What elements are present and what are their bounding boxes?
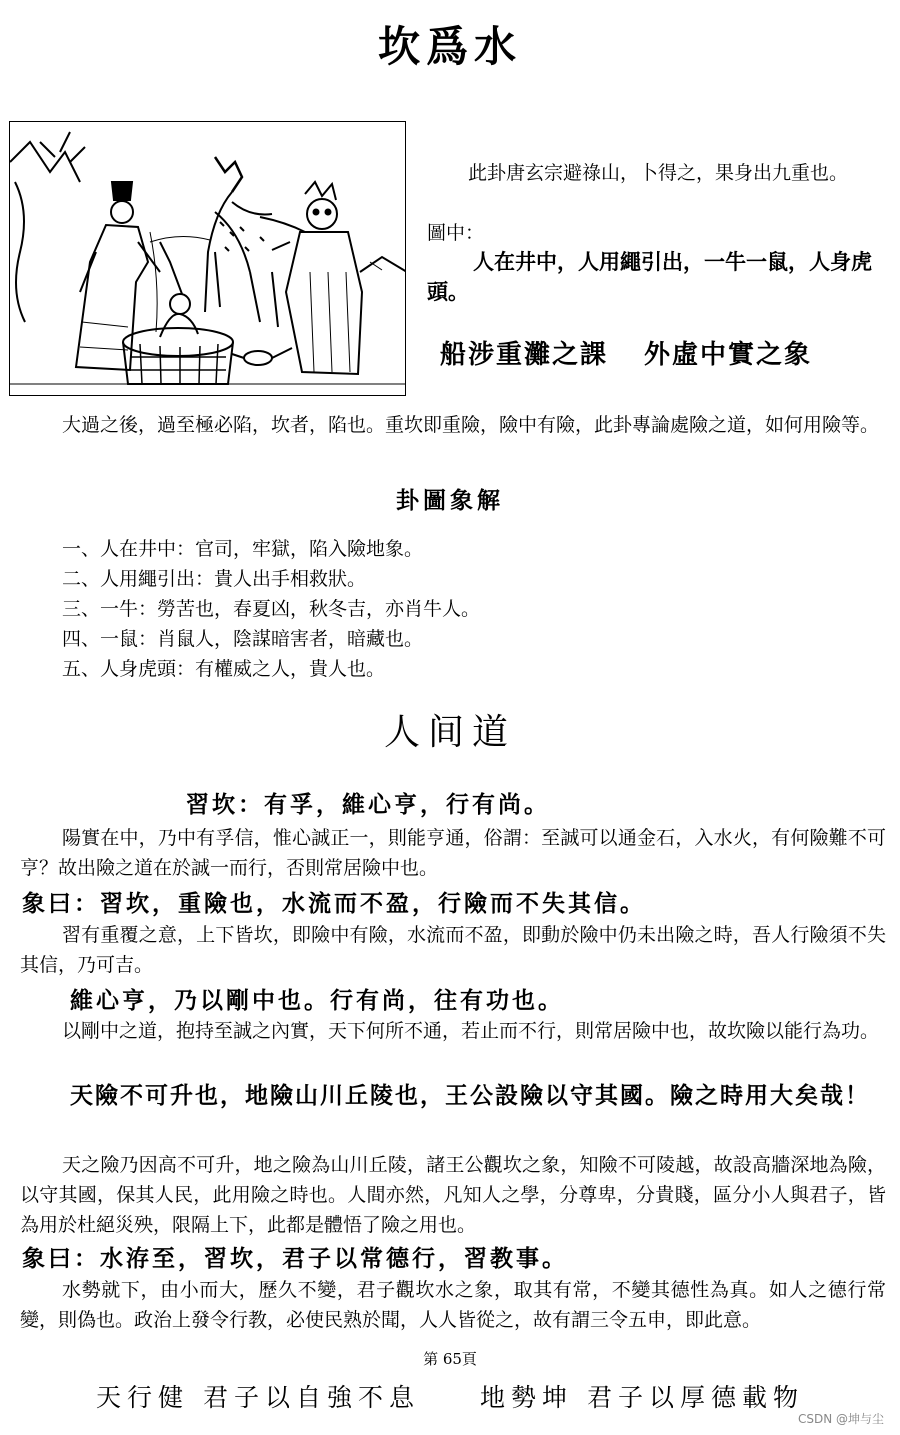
diagram-list bbox=[62, 534, 480, 684]
diagram-section-heading: 卦圖象解 bbox=[396, 487, 504, 514]
course-image: 外虛中實之象 bbox=[644, 340, 813, 370]
watermark: CSDN @坤与尘 bbox=[797, 1412, 884, 1426]
classic-quote: 象曰：水洊至，習坎，君子以常德行，習教事。 bbox=[22, 1245, 568, 1272]
list-item: 一、人在井中：官司，牢獄，陷入險地象。 bbox=[62, 538, 424, 560]
figure-label: 圖中： bbox=[427, 222, 485, 244]
commentary-paragraph: 以剛中之道，抱持至誠之內實，天下何所不通，若止而不行，則常居險中也，故坎險以能行為功。 bbox=[62, 1020, 880, 1042]
human-way-heading: 人间道 bbox=[383, 712, 516, 753]
overview-paragraph: 大過之後，過至極必陷，坎者，陷也。重坎即重險，險中有險，此卦專論處險之道，如何用險等。 bbox=[62, 414, 880, 436]
commentary-paragraph: 水勢就下，由小而大，歷久不變，君子觀坎水之象，取其有常，不變其德性為真。如人之德行常變，則偽也。政治上發令行教，必使民熟於聞，人人皆從之，故有謂三令五申，即此意。 bbox=[20, 1279, 886, 1331]
course-line bbox=[440, 334, 812, 371]
course-title: 船涉重灘之課 bbox=[440, 340, 609, 370]
commentary-paragraph: 天之險乃因高不可升，地之險為山川丘陵，諸王公觀坎之象，知險不可陵越，故設高牆深地為險，以守其國，保其人民，此用險之時也。人間亦然，凡知人之學，分尊卑，分貴賤，區分小人與君子，皆為用於杜絕災殃，限隔上下，此都是體悟了險之用也。 bbox=[20, 1154, 886, 1236]
motto-earth: 地勢坤 君子以厚德載物 bbox=[480, 1383, 804, 1412]
figure-description: 人在井中，人用繩引出，一牛一鼠，人身虎頭。 bbox=[427, 249, 872, 304]
motto-line bbox=[0, 1378, 900, 1414]
list-item: 二、人用繩引出：貴人出手相救狀。 bbox=[62, 568, 367, 590]
intro-text: 此卦唐玄宗避祿山，卜得之，果身出九重也。 bbox=[468, 162, 849, 184]
classic-quote: 維心亨，乃以剛中也。行有尚，往有功也。 bbox=[70, 987, 564, 1014]
list-item: 三、一牛：勞苦也，春夏凶，秋冬吉，亦肖牛人。 bbox=[62, 598, 481, 620]
classic-quote: 天險不可升也，地險山川丘陵也，王公設險以守其國。險之時用大矣哉！ bbox=[70, 1082, 870, 1109]
list-item: 四、一鼠：肖鼠人，陰謀暗害者，暗藏也。 bbox=[62, 628, 424, 650]
list-item: 五、人身虎頭：有權威之人，貴人也。 bbox=[62, 658, 386, 680]
page-title: 坎爲水 bbox=[377, 22, 522, 71]
page-number: 第 65頁 bbox=[423, 1350, 477, 1368]
commentary-paragraph: 習有重覆之意，上下皆坎，即險中有險，水流而不盈，即動於險中仍未出險之時，吾人行險須不失其信，乃可吉。 bbox=[20, 924, 886, 976]
commentary-paragraph: 陽實在中，乃中有孚信，惟心誠正一，則能亨通，俗謂：至誠可以通金石，入水火，有何險難不可亨？故出險之道在於誠一而行，否則常居險中也。 bbox=[20, 827, 886, 879]
motto-heaven: 天行健 君子以自強不息 bbox=[96, 1383, 420, 1412]
classic-quote: 象曰：習坎，重險也，水流而不盈，行險而不失其信。 bbox=[22, 890, 646, 917]
hexagram-illustration bbox=[9, 121, 406, 396]
woodcut-picture bbox=[10, 122, 406, 396]
classic-quote: 習坎：有孚，維心亨，行有尚。 bbox=[186, 791, 550, 818]
